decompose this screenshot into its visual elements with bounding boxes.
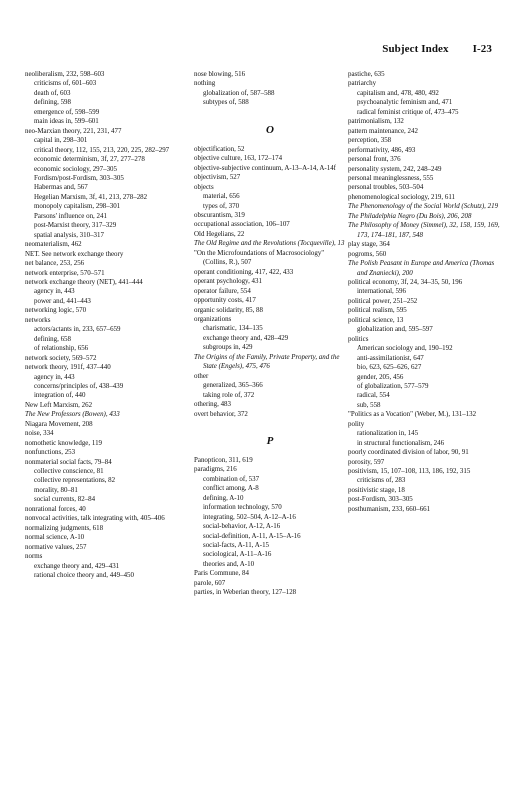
index-subentry: social-facts, A-11, A-15 [203,541,270,550]
index-subentry: types of, 370 [203,201,240,210]
index-subentry: defining, 598 [34,98,71,107]
index-entry: operator failure, 554 [194,286,251,295]
running-header [382,43,492,55]
index-subentry: capitalism and, 478, 480, 492 [357,88,439,97]
index-entry: nomothetic knowledge, 119 [25,438,103,447]
index-subentry: integrating, 502–504, A-12–A-16 [203,512,296,521]
index-subentry: anti-assimilationist, 647 [357,353,424,362]
index-entry: patrimonialism, 132 [348,117,404,126]
index-subentry: of globalization, 577–579 [357,381,429,390]
index-subentry: emergence of, 598–599 [34,107,100,116]
index-entry: neoliberalism, 232, 598–603 [25,70,105,78]
index-subentry: morality, 80–81 [34,485,78,494]
index-entry: political realism, 595 [348,306,407,315]
index-entry: The Philosophy of Money (Simmel), 32, 158, 159, 169, 173, 174–181, 187, 548 [348,221,500,239]
index-subentry: combination of, 537 [203,474,260,483]
index-subentry: power and, 441–443 [34,296,91,305]
index-entry: other [194,371,209,380]
index-subentry: main ideas in, 599–601 [34,117,99,126]
index-entry: organizations [194,314,232,323]
index-entry: parole, 607 [194,578,226,587]
index-subentry: social currents, 82–84 [34,495,96,504]
index-entry: The Origins of the Family, Private Property, and the State (Engels), 475, 476 [194,352,340,371]
page-number: I-23 [472,43,492,55]
index-subentry: concerns/principles of, 438–439 [34,381,124,390]
index-subentry: capital in, 298–301 [34,136,88,145]
index-subentry: subgroups in, 429 [203,343,253,352]
index-subentry: exchange theory and, 428–429 [203,333,289,342]
index-entry: occupational association, 106–107 [194,220,290,229]
index-entry: Panopticon, 311, 619 [194,455,253,464]
index-subentry: critical theory, 112, 155, 213, 220, 225, 282–297 [34,145,170,154]
index-entry: The Phenomenology of the Social World (Schutz), 219 [348,202,499,211]
index-entry: poorly coordinated division of labor, 90, 91 [348,448,469,457]
index-subentry: defining, A-10 [203,493,244,502]
index-entry: Old Hegelians, 22 [194,229,245,238]
index-subentry: radical, 554 [357,391,390,400]
index-entry: objective-subjective continuum, A-13–A-14, A-14f [194,163,336,172]
index-entry: norms [25,552,43,561]
index-column-1 [25,70,177,580]
index-entry: normal science, A-10 [25,533,85,542]
index-subentry: charismatic, 134–135 [203,324,263,333]
index-entry: normative values, 257 [25,542,87,551]
index-subentry: sociological, A-11–A-16 [203,550,272,559]
index-subentry: American sociology and, 190–192 [357,344,453,353]
index-entry: network theory, 191f, 437–440 [25,363,111,372]
index-entry: opportunity costs, 417 [194,296,256,305]
index-entry: political power, 251–252 [348,296,418,305]
index-column-2 [194,70,346,598]
index-subentry: theories and, A-10 [203,559,255,568]
index-entry: patriarchy [348,79,377,88]
index-entry: noise, 334 [25,429,54,438]
index-subentry: Fordism/post-Fordism, 303–305 [34,173,124,182]
index-subentry: criticisms of, 283 [357,476,406,485]
index-subentry: social-behavior, A-12, A-16 [203,522,281,531]
index-entry: The Old Regime and the Revolutions (Tocqueville), 13 [194,239,345,248]
index-entry: nonfunctions, 253 [25,448,76,457]
index-subentry: Hegelian Marxism, 3f, 41, 213, 278–282 [34,192,148,201]
index-entry: personality system, 242, 248–249 [348,164,442,173]
index-entry: nothing [194,79,216,88]
index-entry: objective culture, 163, 172–174 [194,154,283,163]
index-entry: personal meaninglessness, 555 [348,173,434,182]
index-subentry: social-definition, A-11, A-15–A-16 [203,531,301,540]
index-entry: organic solidarity, 85, 88 [194,305,263,314]
index-entry: objectification, 52 [194,144,245,153]
index-subentry: sub, 558 [357,400,381,409]
index-subentry: rationalization in, 145 [357,429,419,438]
index-subentry: death of, 603 [34,88,71,97]
index-subentry: material, 656 [203,192,240,201]
index-subentry: globalization and, 595–597 [357,325,433,334]
index-entry: The Polish Peasant in Europe and America (Thomas and Znaniecki), 200 [348,259,495,277]
index-subentry: subtypes of, 588 [203,98,249,107]
index-entry: neomaterialism, 462 [25,240,82,249]
index-subentry: integration of, 440 [34,391,86,400]
index-entry: performativity, 486, 493 [348,145,416,154]
index-entry: Paris Commune, 84 [194,569,249,578]
index-subentry: conflict among, A-8 [203,484,259,493]
index-entry: Niagara Movement, 208 [25,419,93,428]
index-subentry: generalized, 365–366 [203,381,263,390]
index-entry: paradigms, 216 [194,465,237,474]
index-subentry: radical feminist critique of, 473–475 [357,107,459,116]
index-subentry: gender, 205, 456 [357,372,404,381]
index-entry: othering, 483 [194,400,231,409]
index-entry: NET. See network exchange theory [25,249,124,258]
index-entry: play stage, 364 [348,240,390,249]
index-entry: phenomenological sociology, 219, 611 [348,192,455,201]
index-entry: porosity, 597 [348,457,385,466]
index-entry: networking logic, 570 [25,306,87,315]
index-entry: perception, 358 [348,136,392,145]
index-entry: The New Professors (Bowen), 433 [25,410,120,419]
index-entry: network enterprise, 570–571 [25,268,105,277]
index-subentry: information technology, 570 [203,503,282,512]
index-entry: positivistic stage, 18 [348,485,405,494]
index-subentry: rational choice theory and, 449–450 [34,571,134,580]
index-entry: operant psychology, 431 [194,277,262,286]
section-title: Subject Index [382,43,449,55]
index-entry: personal troubles, 503–504 [348,183,424,192]
index-entry: The Philadelphia Negro (Du Bois), 206, 208 [348,211,472,220]
index-entry: networks [25,315,51,324]
section-letter: O [266,123,274,136]
index-subentry: collective conscience, 81 [34,467,104,476]
index-entry: nonvocal activities, talk integrating with, 405–406 [25,514,165,523]
index-subentry: collective representations, 82 [34,476,116,485]
index-subentry: taking role of, 372 [203,390,255,399]
index-entry: objects [194,182,214,191]
index-subentry: actors/actants in, 233, 657–659 [34,325,121,334]
index-entry: polity [348,419,365,428]
index-entry: posthumanism, 233, 660–661 [348,504,431,513]
index-entry: pattern maintenance, 242 [348,126,418,135]
index-subentry: globalization of, 587–588 [203,88,275,97]
index-entry: "Politics as a Vocation" (Weber, M.), 131–132 [348,410,477,419]
index-subentry: monopoly capitalism, 298–301 [34,202,121,211]
index-entry: nonrational forces, 40 [25,504,86,513]
index-entry: network exchange theory (NET), 441–444 [25,277,143,286]
index-entry: personal front, 376 [348,155,401,164]
index-entry: political economy, 3f, 24, 34–35, 50, 196 [348,277,463,286]
index-subentry: spatial analysis, 310–317 [34,230,104,239]
index-subentry: Habermas and, 567 [34,183,88,192]
index-subentry: post-Marxist theory, 317–329 [34,221,117,230]
index-subentry: agency in, 443 [34,287,75,296]
index-entry: post-Fordism, 303–305 [348,495,413,504]
index-entry: positivism, 15, 107–108, 113, 186, 192, 315 [348,467,471,476]
index-subentry: agency in, 443 [34,372,75,381]
index-subentry: bio, 623, 625–626, 627 [357,363,422,372]
index-subentry: criticisms of, 601–603 [34,79,97,88]
index-subentry: of relationship, 656 [34,344,89,353]
index-entry: normalizing judgments, 618 [25,523,104,532]
index-entry: net balance, 253, 256 [25,259,85,268]
index-entry: political science, 13 [348,315,404,324]
index-subentry: economic sociology, 297–305 [34,164,117,173]
index-subentry: psychoanalytic feminism and, 471 [357,98,453,107]
index-subentry: defining, 658 [34,334,71,343]
index-entry: network society, 569–572 [25,353,97,362]
index-entry: overt behavior, 372 [194,409,248,418]
index-entry: politics [348,334,369,343]
index-subentry: Parsons' influence on, 241 [34,211,107,220]
index-entry: nose blowing, 516 [194,70,246,78]
index-subentry: in structural functionalism, 246 [357,438,445,447]
index-entry: "On the Microfoundations of Macrosociology" (Collins, R.), 507 [194,248,325,267]
section-letter: P [266,434,274,447]
index-entry: pogroms, 560 [348,249,387,258]
index-subentry: economic determinism, 3f, 27, 277–278 [34,155,145,164]
index-subentry: exchange theory and, 429–431 [34,561,120,570]
index-entry: neo-Marxian theory, 221, 231, 477 [25,126,122,135]
index-entry: nonmaterial social facts, 79–84 [25,457,112,466]
index-entry: operant conditioning, 417, 422, 433 [194,267,294,276]
index-entry: obscurantism, 319 [194,210,245,219]
index-subentry: international, 596 [357,287,406,296]
index-entry: parties, in Weberian theory, 127–128 [194,588,297,597]
index-entry: objectivism, 527 [194,173,241,182]
index-entry: New Left Marxism, 262 [25,400,93,409]
index-entry: pastiche, 635 [348,70,385,78]
index-column-3 [348,70,500,514]
